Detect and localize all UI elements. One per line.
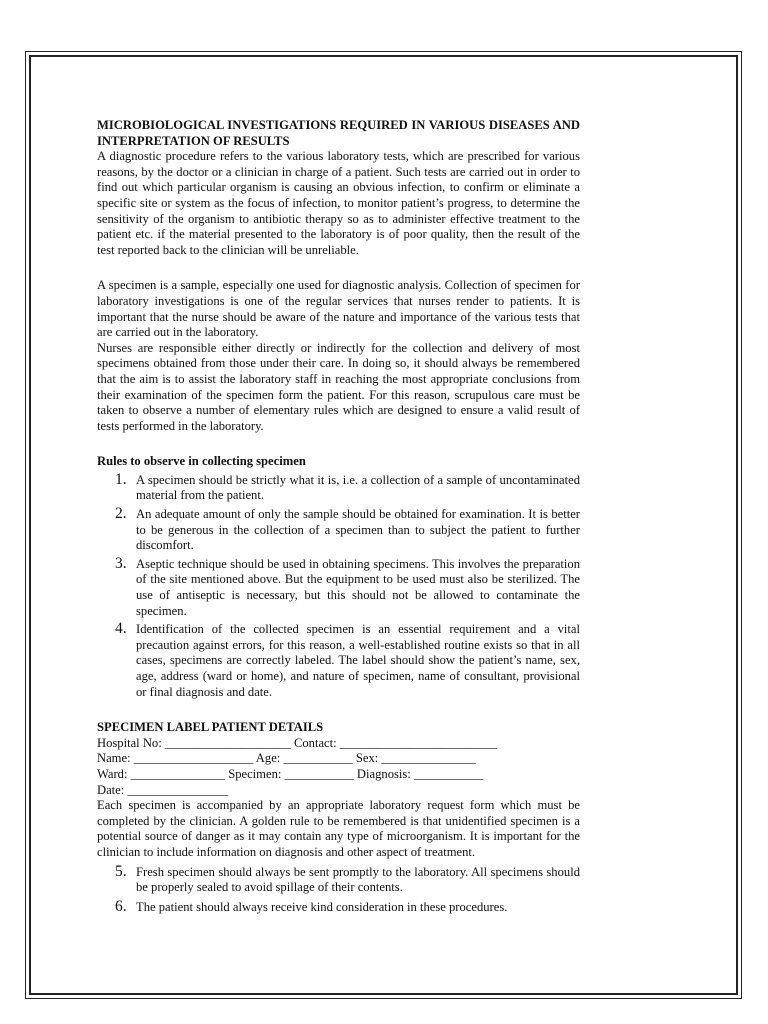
intro-paragraph-1: A diagnostic procedure refers to the various laboratory tests, which are prescribed for various reasons, by the doctor or a clinician in charge of a patient. Such tests are carried out in order to find out which particular organism is causing an obvious infection, to confirm or eliminate a specific site or system as the focus of infection, to monitor patient’s progress, to determine the sensitivity of the organism to antibiotic therapy so as to administer effective treatment to the patient etc. if the material presented to the laboratory is of poor quality, then the result of the test reported back to the clinician will be unreliable. [97,149,580,257]
label-heading: SPECIMEN LABEL PATIENT DETAILS [97,720,324,735]
intro-paragraph-3: Nurses are responsible either directly or indirectly for the collection and delivery of most specimens obtained from those under their care. In doing so, it should always be remembered that the aim is to assist the laboratory staff in reaching the most appropriate conclusions from their examination of the specimen form the patient. For this reason, scrupulous care must be taken to observe a number of elementary rules which are designed to ensure a valid result of tests performed in the laboratory. [97,340,580,433]
list-item: 3. Aseptic technique should be used in obtaining specimens. This involves the preparation of the site mentioned above. But the equipment to be used must also be sterilized. The use of antiseptic is necessary, but this should not be allowed to contaminate the specimen. [115,554,580,618]
rules-list-continued [97,862,580,916]
request-paragraph: Each specimen is accompanied by an appropriate laboratory request form which must be completed by the clinician. A golden rule to be remembered is that unidentified specimen is a potential source of danger as it may contain any type of microorganism. It is important for the clinician to include information on diagnosis and other aspect of treatment. [97,798,580,859]
rules-list [97,470,580,700]
list-item: 1. A specimen should be strictly what it is, i.e. a collection of a sample of uncontaminated material from the patient. [115,470,580,503]
label-line-name: Name: ___________________ Age: ___________ Sex: _______________ [97,751,476,766]
rules-heading: Rules to observe in collecting specimen [97,454,306,469]
label-line-hospital: Hospital No: ____________________ Contact: _________________________ [97,735,498,750]
label-line-date: Date: ________________ [97,782,229,797]
list-item: 2. An adequate amount of only the sample should be obtained for examination. It is better to be generous in the collection of a specimen than to subject the patient to further discomfort. [115,505,580,553]
list-item: 6. The patient should always receive kind consideration in these procedures. [115,897,508,915]
intro-paragraph-2: A specimen is a sample, especially one used for diagnostic analysis. Collection of specimen for laboratory investigations is one of the regular services that nurses render to patients. It is important that the nurse should be aware of the nature and importance of the various tests that are carried out in the laboratory. [97,278,580,340]
label-line-ward: Ward: _______________ Specimen: ___________ Diagnosis: ___________ [97,766,484,781]
document-body [97,118,580,915]
document-title: MICROBIOLOGICAL INVESTIGATIONS REQUIRED IN VARIOUS DISEASES AND INTERPRETATION OF RESULTS [97,118,580,148]
list-item: 5. Fresh specimen should always be sent promptly to the laboratory. All specimens should be properly sealed to avoid spillage of their contents. [115,862,580,895]
list-item: 4. Identification of the collected specimen is an essential requirement and a vital precaution against errors, for this reason, a well-established routine exists so that in all cases, specimens are correctly labeled. The label should show the patient’s name, sex, age, address (ward or home), and nature of specimen, name of consultant, provisional or final diagnosis and date. [115,620,580,699]
